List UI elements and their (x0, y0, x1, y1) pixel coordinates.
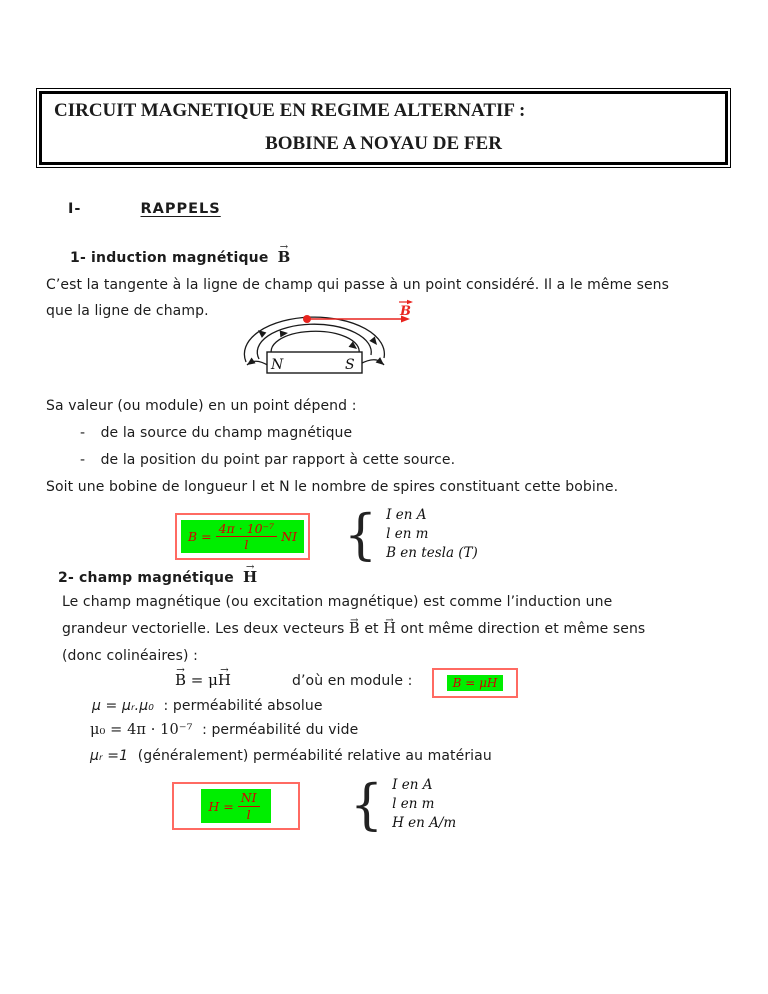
formula-b-numerator: 4π · 10⁻⁷ (216, 522, 278, 537)
subheading-induction (70, 248, 291, 266)
vector-equation (175, 671, 231, 689)
vector-h-inline: H → (383, 621, 396, 637)
subheading-champ (58, 568, 257, 586)
unit-line: B en tesla (T) (386, 545, 478, 561)
unit-line: H en A/m (392, 815, 457, 831)
formula-h-fraction (238, 791, 260, 820)
mu2-math: μ₀ = 4π · 10⁻⁷ (90, 722, 193, 738)
mu-line-2 (90, 722, 358, 738)
section-heading-rappels (68, 198, 221, 217)
left-brace: { (344, 503, 378, 566)
bullet-item-2 (80, 452, 455, 468)
section-title: RAPPELS (140, 201, 221, 217)
north-pole-label: N (271, 357, 284, 373)
field-arrowhead-icon (245, 358, 256, 368)
vector-h-symbol: H → (243, 568, 257, 586)
value-intro: Sa valeur (ou module) en un point dépend : (46, 398, 357, 414)
module-label: d’où en module : (292, 673, 413, 689)
champ-line2-post: ont même direction et même sens (400, 621, 646, 637)
paragraph-champ-line3: (donc colinéaires) : (62, 648, 198, 664)
title-box-inner (39, 91, 728, 165)
bullet-text-1: de la source du champ magnétique (100, 425, 353, 441)
unit-line: I en A (392, 777, 433, 793)
coil-sentence: Soit une bobine de longueur l et N le nombre de spires constituant cette bobine. (46, 479, 619, 495)
eq-mid: = μ (186, 671, 218, 689)
units-group-h (350, 773, 457, 836)
mu3-rest: (généralement) perméabilité relative au matériau (137, 748, 492, 764)
formula-h-highlight (201, 789, 270, 822)
subheading-induction-text: 1- induction magnétique (70, 250, 269, 266)
formula-b-highlight (181, 520, 304, 553)
vector-b-symbol: B → (278, 248, 291, 266)
formula-box-h (172, 782, 300, 830)
document-title-line2: BOBINE A NOYAU DE FER (265, 133, 502, 154)
vector-b-inline: B → (349, 621, 360, 637)
units-group-b (344, 503, 478, 566)
formula-box-module (432, 668, 518, 698)
champ-line2-pre: grandeur vectorielle. Les deux vecteurs (62, 621, 345, 637)
formula-h-lhs: H = (208, 798, 234, 814)
unit-line: l en m (386, 526, 429, 542)
section-numeral: I- (68, 201, 82, 217)
paragraph-champ-line1: Le champ magnétique (ou excitation magnétique) est comme l’induction une (62, 594, 613, 610)
formula-b-factor: NI (281, 529, 298, 544)
unit-line: I en A (386, 507, 427, 523)
formula-b-lhs: B = (187, 529, 212, 544)
mu3-math: μᵣ =1 (90, 748, 129, 764)
units-list-h (392, 776, 456, 833)
left-brace: { (350, 773, 384, 836)
paragraph-induction-line1: C’est la tangente à la ligne de champ qui passe à un point considéré. Il a le même sens (46, 277, 670, 293)
bullet-dash: - (80, 452, 86, 468)
eq-vector-h: H → (218, 671, 231, 689)
b-vector-label: B (400, 304, 411, 319)
formula-h-numerator: NI (238, 791, 260, 806)
mu1-math: μ = μᵣ.μ₀ (92, 698, 154, 714)
paragraph-induction-line2: que la ligne de champ. (46, 303, 209, 319)
unit-line: l en m (392, 796, 435, 812)
units-list-b (386, 506, 478, 563)
mu2-rest: : perméabilité du vide (202, 722, 359, 738)
bullet-text-2: de la position du point par rapport à cette source. (100, 452, 456, 468)
paragraph-champ-line2 (62, 621, 645, 637)
mu-line-3 (90, 748, 492, 764)
champ-line2-mid: et (364, 621, 379, 637)
formula-box-b (175, 513, 310, 560)
module-formula-highlight: B = μH (447, 675, 504, 691)
formula-b-denominator: l (244, 537, 249, 552)
field-arrowhead-icon (376, 357, 387, 368)
formula-b-fraction (216, 522, 278, 551)
mu-line-1 (92, 698, 323, 714)
formula-h-denominator: l (246, 806, 251, 822)
south-pole-label: S (345, 357, 355, 373)
mu1-rest: : perméabilité absolue (163, 698, 323, 714)
subheading-champ-text: 2- champ magnétique (58, 570, 234, 586)
title-box (36, 88, 731, 168)
eq-vector-b: B → (175, 671, 186, 689)
magnet-field-diagram (222, 296, 472, 396)
bullet-dash: - (80, 425, 86, 441)
document-title-line1: CIRCUIT MAGNETIQUE EN REGIME ALTERNATIF : (54, 100, 526, 121)
bullet-item-1 (80, 425, 352, 441)
